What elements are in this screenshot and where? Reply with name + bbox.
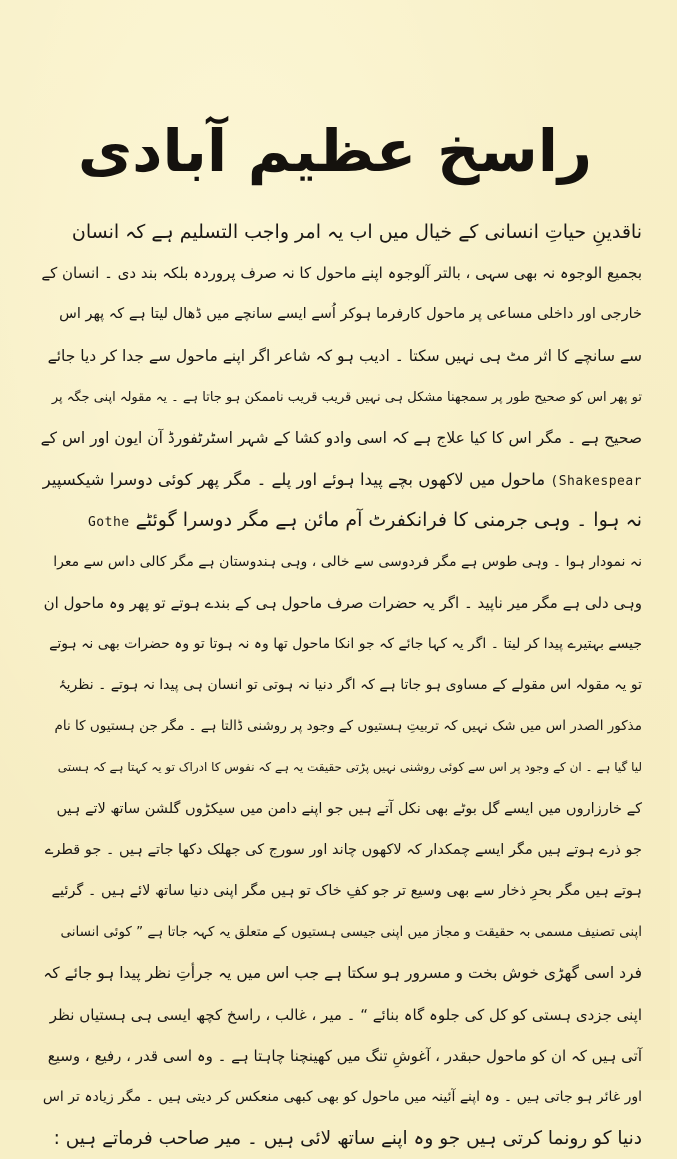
text-line: بجمیع الوجوہ نہ بھی سہی ، بالتر آلوجوہ اپنے ماحول کا نہ صرف پروردہ بلکہ بند دی ۔ انسان کے	[41, 264, 642, 283]
text-line: آتی ہیں کہ ان کو ماحول حبقدر ، آغوشِ تنگ میں کھینچنا چاہتا ہے ۔ وہ اسی قدر ، رفیع ، وسیع	[47, 1046, 642, 1065]
text-line: صحیح ہے ۔ مگر اس کا کیا علاج ہے کہ اسی وادو کشا کے شہر اسٹرٹفورڈ آن ایون اور اس کے	[40, 428, 642, 447]
text-line: تو یہ مقولہ اس مقولے کے مساوی ہو جاتا ہے کہ اگر دنیا نہ ہوتی تو انسان ہی پیدا نہ ہوتے ۔ نظریۂ	[58, 677, 642, 694]
text-line-with-latin	[42, 500, 642, 541]
text-line: ناقدینِ حیاتِ انسانی کے خیال میں اب یہ امر واجب التسلیم ہے کہ انسان	[71, 221, 642, 243]
text-line: ہوتے ہیں مگر بحرِ ذخار سے بھی وسیع تر جو کفِ خاک تو ہیں مگر اپنی دنیا ساتھ لائے ہیں ۔ گرئیے	[51, 883, 642, 899]
text-line: مذکور الصدر اس میں شک نہیں کہ تربیتِ ہستیوں کے وجود پر روشنی ڈالتا ہے ۔ مگر جن ہستیوں کا نام	[54, 718, 642, 735]
text-line-content: نہ ہوا ۔ وہی جرمنی کا فرانکفرٹ آم مائن ہے مگر دوسرا گوئٹے	[135, 509, 642, 532]
text-line: دنیا کو رونما کرتی ہیں جو وہ اپنے ساتھ لائی ہیں ۔ میر صاحب فرماتے ہیں :	[53, 1128, 642, 1150]
text-line: جیسے بہتیرے پیدا کر لیتا ۔ اگر یہ کہا جائے کہ جو انکا ماحول تھا وہ نہ ہوتا تو وہ حضرات بھی نہ ہوتے	[49, 635, 642, 652]
text-line: اپنی تصنیف مسمی بہ حقیقت و مجاز میں اپنی جیسی ہستیوں کے متعلق یہ کہہ جاتا ہے ” کوئی انسانی	[60, 924, 642, 941]
page-title: راسخ عظیم آبادی	[77, 117, 593, 185]
latin-name-shakespeare: (Shakespear	[550, 474, 642, 490]
text-line-with-latin	[42, 459, 642, 500]
text-line: کے خارزاروں میں ایسے گل بوٹے بھی نکل آتے ہیں جو اپنے دامن میں سیکڑوں گلشن ساتھ لاتے ہیں	[56, 800, 642, 817]
latin-name-goethe: Gothe	[87, 515, 130, 531]
text-line: لیا گیا ہے ۔ ان کے وجود پر اس سے کوئی روشنی نہیں پڑتی حقیقت یہ ہے کہ نفوس کا ادراک تو یہ کہتا ہے کہ ہستی	[57, 760, 642, 775]
text-line: خارجی اور داخلی مساعی پر ماحول کارفرما ہوکر اُسے ایسے سانچے میں ڈھال لیتا ہے کہ پھر اس	[59, 306, 642, 323]
body-paragraph	[42, 212, 642, 1159]
text-line: جو ذرے ہوتے ہیں مگر ایسے چمکدار کہ لاکھوں چاند اور سورج کی جھلک دکھا جاتے ہیں ۔ جو قطرے	[44, 841, 642, 858]
text-line: اپنی جزدی ہستی کو کل کی جلوہ گاہ بنائے “ ۔ میر ، غالب ، راسخ کچھ ایسی ہی ہستیاں نظر	[49, 1005, 642, 1024]
text-line: اور غائر ہو جاتی ہیں ۔ وہ اپنے آئینہ میں ماحول کو بھی کبھی منعکس کر دیتی ہیں ۔ مگر زیادہ تر اس	[42, 1088, 642, 1105]
text-line: فرد اسی گھڑی خوش بخت و مسرور ہو سکتا ہے جب اس میں یہ جرأتِ نظر پیدا ہو جائے کہ	[43, 964, 642, 983]
text-line: تو پھر اس کو صحیح طور پر سمجھنا مشکل ہی نہیں قریب قریب ناممکن ہو جاتا ہے ۔ یہ مقولہ اپنی جگہ پر	[51, 389, 642, 405]
text-line-content: ماحول میں لاکھوں بچے پیدا ہوئے اور پلے ۔ مگر پھر کوئی دوسرا شیکسپیر	[42, 470, 546, 490]
text-line: سے سانچے کا اثر مٹ ہی نہیں سکتا ۔ ادیب ہو کہ شاعر اگر اپنے ماحول سے جدا کر دیا جائے	[47, 346, 642, 365]
text-line: وہی دلی ہے مگر میر ناپید ۔ اگر یہ حضرات صرف ماحول ہی کے بندے ہوتے تو پھر وہ ماحول ان	[43, 593, 642, 612]
text-line: نہ نمودار ہوا ۔ وہی طوس ہے مگر فردوسی سے خالی ، وہی ہندوستان ہے مگر کالی داس سے معرا	[53, 553, 642, 570]
